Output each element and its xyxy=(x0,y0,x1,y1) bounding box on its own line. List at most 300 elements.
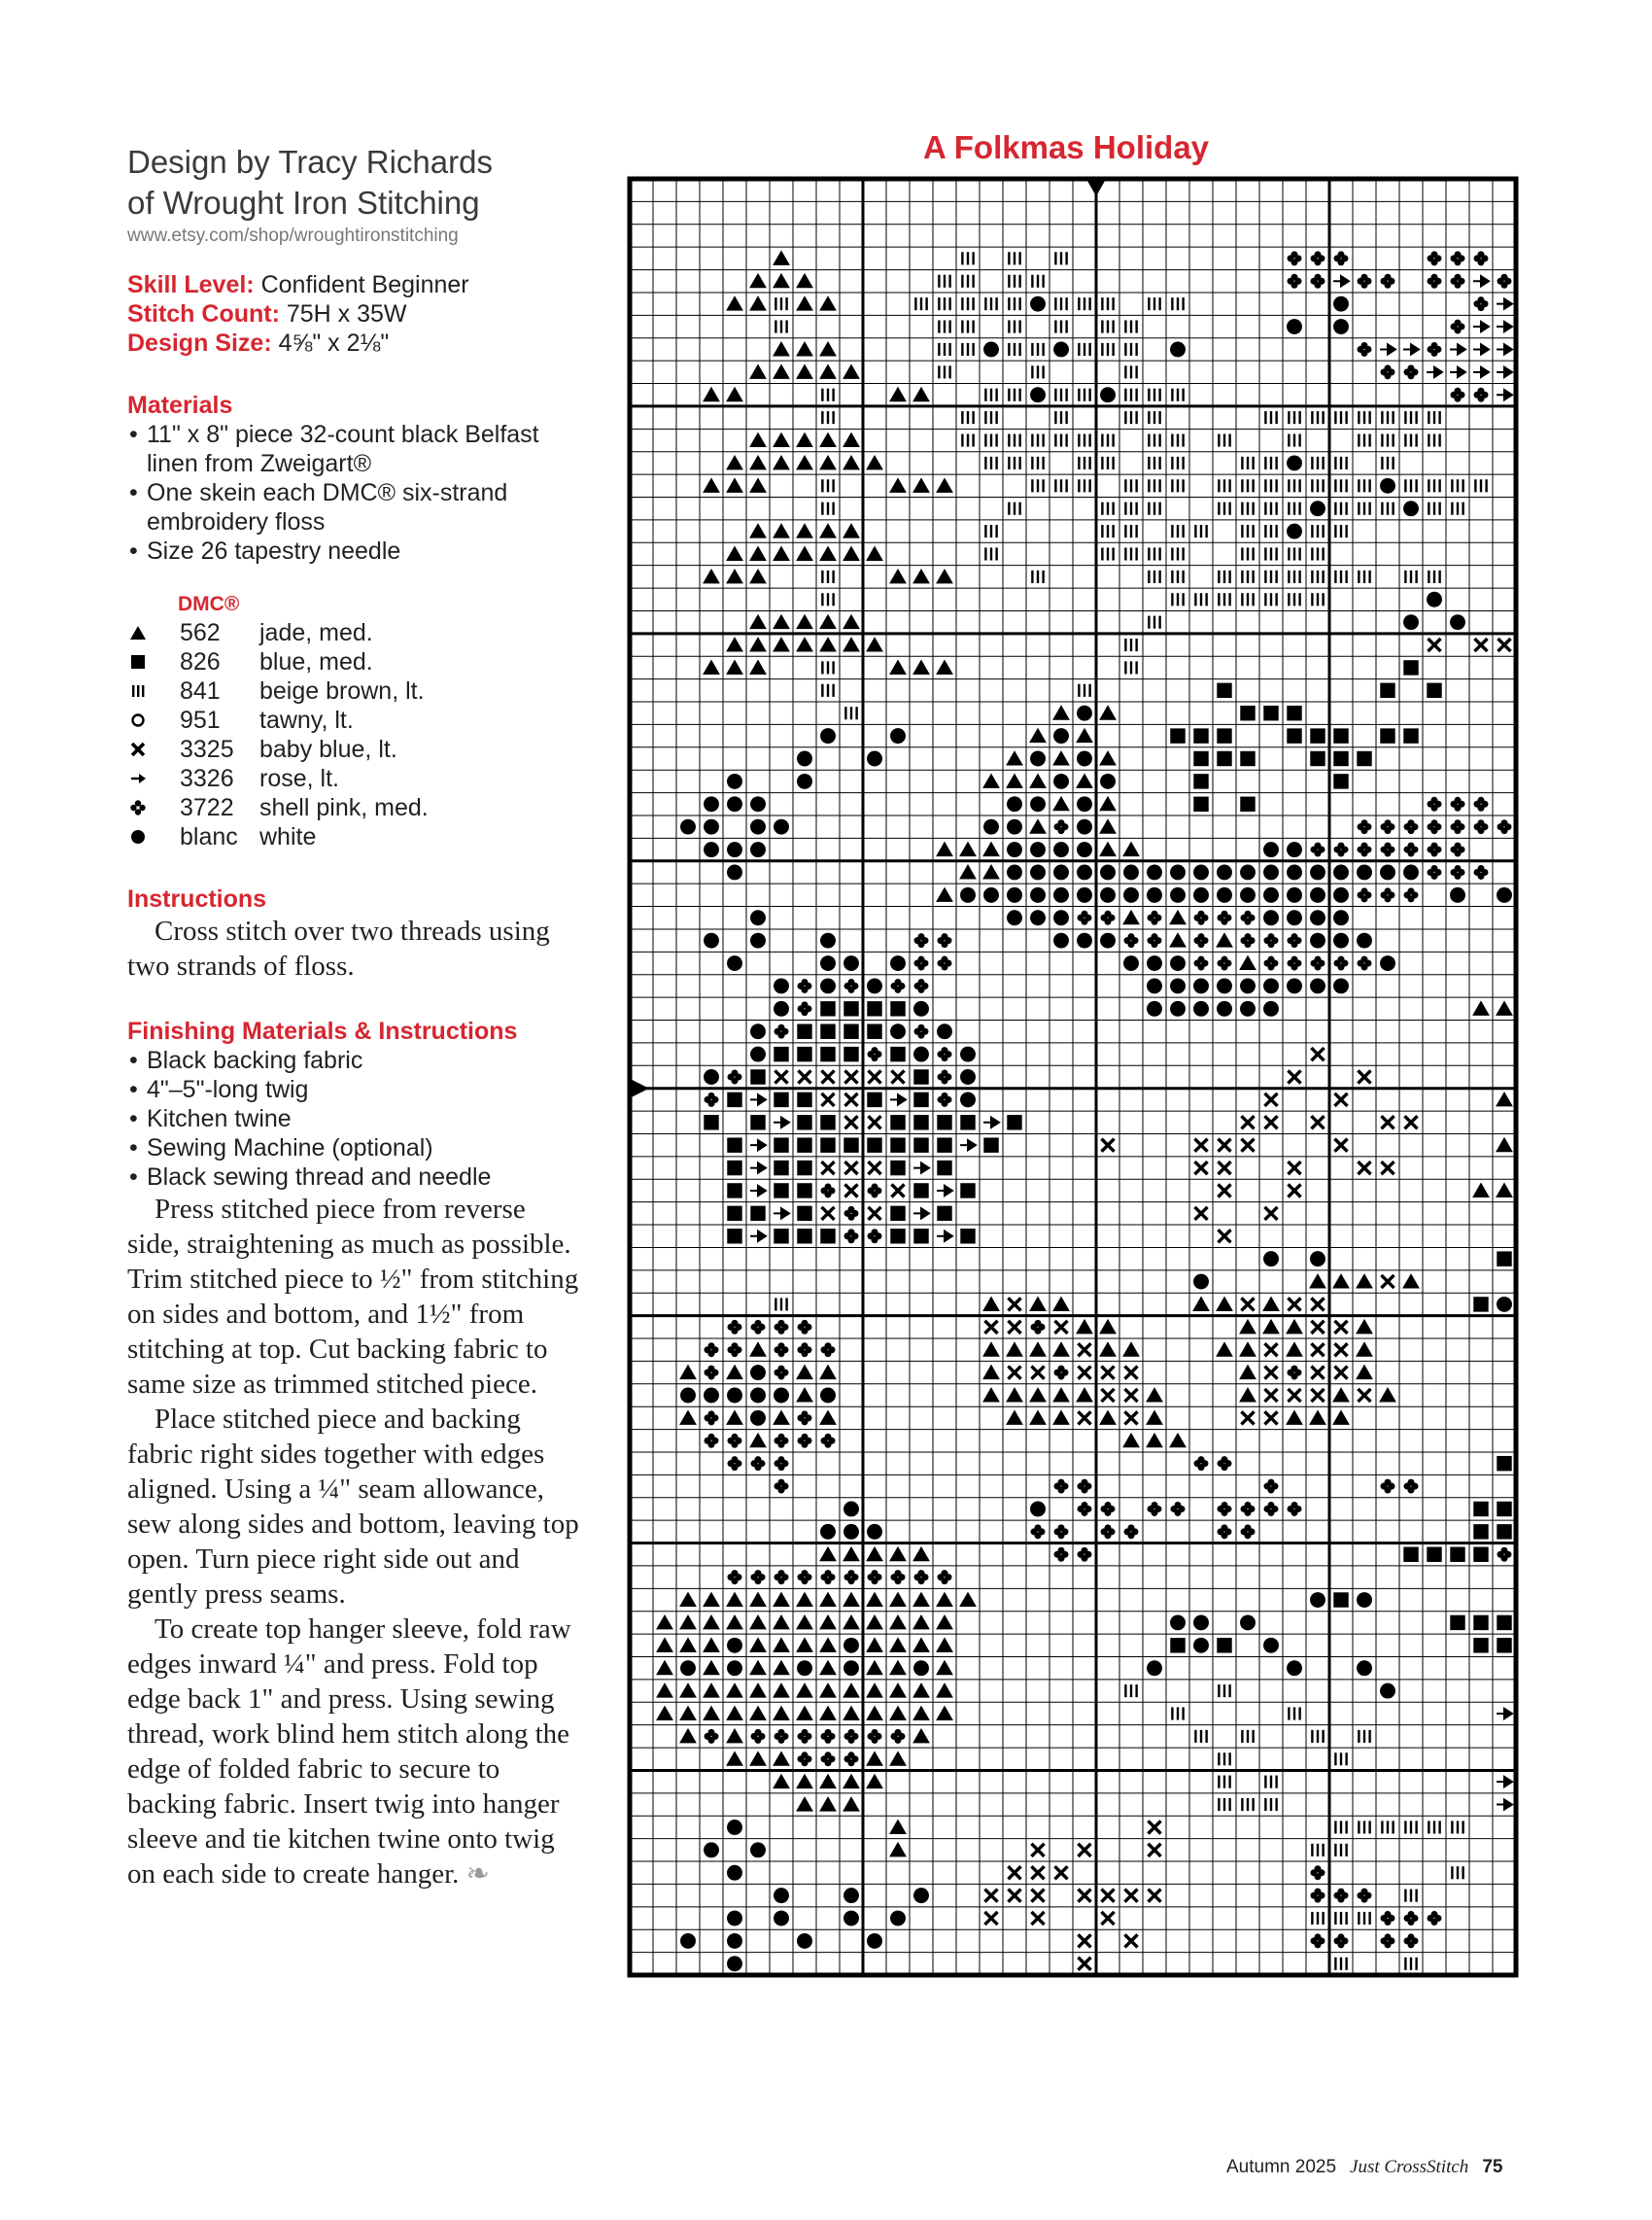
bars-symbol xyxy=(1042,434,1044,446)
bars-symbol xyxy=(1368,1821,1370,1833)
bars-symbol xyxy=(1363,1821,1365,1833)
bars-symbol xyxy=(1135,479,1137,492)
bars-symbol xyxy=(1177,593,1179,606)
bars-symbol xyxy=(1381,434,1383,446)
bars-symbol xyxy=(1340,479,1342,492)
square-symbol xyxy=(913,1093,928,1107)
flower-symbol xyxy=(1218,1506,1224,1512)
square-symbol xyxy=(1497,1615,1511,1630)
flower-symbol xyxy=(1241,937,1248,944)
bars-symbol xyxy=(1223,1684,1225,1697)
square-symbol xyxy=(1193,751,1208,766)
bars-symbol xyxy=(1031,434,1033,446)
bars-symbol xyxy=(774,1298,776,1310)
bars-symbol xyxy=(1200,525,1202,538)
flower-symbol xyxy=(1171,1506,1178,1512)
flower-symbol xyxy=(1054,1528,1061,1535)
bars-symbol xyxy=(1392,503,1394,515)
bars-symbol xyxy=(1311,457,1313,469)
flower-symbol xyxy=(1264,960,1271,967)
square-symbol xyxy=(1263,706,1278,720)
dot-symbol xyxy=(1263,978,1279,993)
square-symbol xyxy=(704,1115,718,1129)
dot-symbol xyxy=(820,933,836,949)
bars-symbol xyxy=(1334,1958,1336,1970)
bars-symbol xyxy=(1241,503,1243,515)
dot-symbol xyxy=(890,1023,906,1039)
flower-symbol xyxy=(1311,1869,1318,1876)
flower-symbol xyxy=(1031,1528,1038,1535)
flower-symbol xyxy=(1078,1551,1084,1558)
dot-symbol xyxy=(1357,1592,1372,1608)
bars-symbol xyxy=(1410,1821,1412,1833)
bars-symbol xyxy=(1368,434,1370,446)
flower-symbol xyxy=(844,1755,851,1762)
bars-symbol xyxy=(944,343,946,356)
square-symbol xyxy=(1170,1638,1185,1652)
flower-symbol xyxy=(1404,823,1411,830)
bars-symbol xyxy=(821,479,823,492)
bars-symbol xyxy=(1317,547,1319,560)
bars-symbol xyxy=(1404,1821,1406,1833)
dot-symbol xyxy=(1240,1614,1256,1630)
bars-symbol xyxy=(1124,411,1126,424)
square-symbol xyxy=(1310,751,1325,766)
flower-symbol xyxy=(868,1733,875,1740)
flower-symbol xyxy=(1474,869,1481,876)
bars-symbol xyxy=(1334,457,1336,469)
bars-symbol xyxy=(1415,411,1417,424)
bars-symbol xyxy=(984,525,986,538)
bars-symbol xyxy=(1252,1730,1254,1743)
bars-symbol xyxy=(1148,503,1150,515)
list-item: • Size 26 tapestry needle xyxy=(127,537,584,566)
flower-symbol xyxy=(798,1414,805,1421)
bars-symbol xyxy=(1135,525,1137,538)
square-symbol xyxy=(890,1161,905,1175)
bars-symbol xyxy=(1334,1752,1336,1765)
flower-symbol xyxy=(1194,960,1201,967)
bars-symbol xyxy=(1078,297,1080,310)
square-symbol xyxy=(890,1229,905,1243)
square-symbol xyxy=(1450,1615,1464,1630)
dot-symbol xyxy=(1147,1660,1162,1676)
square-symbol xyxy=(1497,1251,1511,1266)
bars-symbol xyxy=(1008,389,1010,401)
square-symbol xyxy=(820,1229,835,1243)
bars-symbol xyxy=(1451,1821,1453,1833)
bars-symbol xyxy=(1205,525,1207,538)
dot-symbol xyxy=(727,796,742,812)
bars-symbol xyxy=(1130,411,1132,424)
bars-symbol xyxy=(1410,479,1412,492)
bars-symbol xyxy=(1200,1730,1202,1743)
bars-symbol xyxy=(984,434,986,446)
flower-symbol xyxy=(1241,1506,1248,1512)
bars-symbol xyxy=(961,275,963,288)
square-symbol xyxy=(1217,683,1231,698)
square-symbol xyxy=(750,1206,765,1221)
flower-symbol xyxy=(1264,937,1271,944)
bars-symbol xyxy=(1288,411,1290,424)
bars-symbol xyxy=(1345,1821,1347,1833)
flower-symbol xyxy=(1054,1370,1061,1376)
bars-symbol xyxy=(1428,1821,1429,1833)
bars-symbol xyxy=(1311,479,1313,492)
square-symbol xyxy=(820,1115,835,1129)
bars-symbol xyxy=(984,411,986,424)
flower-symbol xyxy=(1334,255,1341,261)
bars-symbol xyxy=(1101,321,1103,333)
dot-symbol xyxy=(913,1001,929,1017)
bars-symbol xyxy=(1264,1776,1266,1788)
bars-symbol xyxy=(832,593,834,606)
bars-symbol xyxy=(1317,411,1319,424)
dot-symbol xyxy=(1170,865,1186,881)
flower-symbol xyxy=(1381,1937,1388,1944)
bars-symbol xyxy=(1264,503,1266,515)
bars-symbol xyxy=(1311,1844,1313,1856)
list-item: • Sewing Machine (optional) xyxy=(127,1133,584,1162)
bars-symbol xyxy=(832,479,834,492)
bars-symbol xyxy=(1031,571,1033,583)
dot-symbol xyxy=(727,1911,742,1926)
dot-symbol xyxy=(1497,887,1512,903)
bars-symbol xyxy=(967,343,969,356)
flower-symbol xyxy=(705,1346,711,1353)
bars-symbol xyxy=(1130,525,1132,538)
square-symbol xyxy=(913,1069,928,1084)
dot-symbol xyxy=(1007,865,1022,881)
bars-symbol xyxy=(1415,1958,1417,1970)
bars-symbol xyxy=(1293,503,1295,515)
bars-symbol xyxy=(1177,525,1179,538)
bars-symbol xyxy=(1218,479,1220,492)
bars-symbol xyxy=(1264,479,1266,492)
bars-symbol xyxy=(1084,479,1085,492)
bars-symbol xyxy=(984,389,986,401)
bars-symbol xyxy=(1135,1684,1137,1697)
bars-symbol xyxy=(1322,1844,1324,1856)
flower-symbol xyxy=(1474,300,1481,307)
square-symbol xyxy=(750,1069,765,1084)
dot-symbol xyxy=(750,1365,766,1380)
bars-symbol xyxy=(1060,389,1062,401)
bars-symbol xyxy=(961,343,963,356)
bars-symbol xyxy=(1480,479,1482,492)
square-symbol xyxy=(1217,751,1231,766)
square-symbol xyxy=(937,1115,951,1129)
bars-symbol xyxy=(1218,593,1220,606)
dot-symbol xyxy=(750,933,766,949)
bars-symbol xyxy=(1084,297,1085,310)
bars-symbol xyxy=(1275,1776,1277,1788)
bars-symbol xyxy=(972,411,974,424)
bars-symbol xyxy=(1252,503,1254,515)
bars-symbol xyxy=(944,275,946,288)
bars-symbol xyxy=(1298,434,1300,446)
bars-symbol xyxy=(1322,593,1324,606)
dot-symbol xyxy=(727,774,742,789)
key-row-951: 951 tawny, lt. xyxy=(127,706,584,735)
bars-symbol xyxy=(1078,343,1080,356)
bars-symbol xyxy=(1462,479,1463,492)
bars-symbol xyxy=(1368,411,1370,424)
bars-symbol xyxy=(1293,479,1295,492)
bars-symbol xyxy=(1171,1707,1173,1719)
bars-symbol xyxy=(1223,571,1225,583)
dot-symbol xyxy=(1380,955,1395,971)
bars-symbol xyxy=(1340,525,1342,538)
bars-symbol xyxy=(1345,525,1347,538)
bars-symbol xyxy=(1008,252,1010,264)
dot-symbol xyxy=(820,1524,836,1540)
bars-symbol xyxy=(827,503,829,515)
flower-symbol xyxy=(1428,1915,1434,1922)
square-symbol xyxy=(797,1206,811,1221)
flower-symbol xyxy=(1381,278,1388,285)
bars-symbol xyxy=(1008,321,1010,333)
square-symbol xyxy=(1403,1547,1418,1562)
bars-symbol xyxy=(1381,457,1383,469)
bars-symbol xyxy=(780,297,782,310)
dot-symbol xyxy=(1263,1638,1279,1653)
bars-symbol xyxy=(1340,457,1342,469)
dot-symbol xyxy=(727,1388,742,1404)
bars-symbol xyxy=(967,434,969,446)
bars-symbol xyxy=(984,547,986,560)
bars-symbol xyxy=(1252,593,1254,606)
dot-symbol xyxy=(750,1047,766,1062)
bars-symbol xyxy=(1228,571,1230,583)
bars-symbol xyxy=(821,411,823,424)
bars-symbol xyxy=(1130,503,1132,515)
flower-symbol xyxy=(705,1414,711,1421)
bars-symbol xyxy=(1368,1912,1370,1925)
key-row-3325: 3325 baby blue, lt. xyxy=(127,735,584,764)
dot-symbol xyxy=(1053,774,1069,789)
flower-symbol xyxy=(1288,1370,1294,1376)
bars-symbol xyxy=(1298,411,1300,424)
bars-symbol xyxy=(1410,411,1412,424)
bars-symbol xyxy=(1148,571,1150,583)
dot-symbol xyxy=(1193,1274,1209,1290)
flower-symbol xyxy=(1311,1937,1318,1944)
bars-symbol xyxy=(1107,434,1109,446)
bars-symbol xyxy=(967,297,969,310)
bars-symbol xyxy=(1433,479,1435,492)
bars-symbol xyxy=(1171,547,1173,560)
dot-symbol xyxy=(843,1638,859,1653)
bars-symbol xyxy=(925,297,927,310)
bars-symbol xyxy=(1153,457,1155,469)
bars-symbol xyxy=(1438,503,1440,515)
bars-symbol xyxy=(1415,479,1417,492)
square-symbol xyxy=(1427,683,1441,698)
bars-symbol xyxy=(827,479,829,492)
bars-symbol xyxy=(1410,571,1412,583)
bars-symbol xyxy=(1112,503,1114,515)
bars-symbol xyxy=(1264,571,1266,583)
bars-symbol xyxy=(1264,547,1266,560)
bars-symbol xyxy=(990,297,992,310)
flower-symbol xyxy=(1078,1483,1084,1490)
bars-symbol xyxy=(785,297,787,310)
square-symbol xyxy=(774,1161,788,1175)
flower-symbol xyxy=(1428,346,1434,353)
bars-symbol xyxy=(1270,593,1272,606)
bars-symbol xyxy=(1438,571,1440,583)
flower-symbol xyxy=(1218,1528,1224,1535)
flower-symbol xyxy=(1148,937,1154,944)
flower-symbol xyxy=(1404,1915,1411,1922)
flower-symbol xyxy=(1148,915,1154,921)
flower-symbol xyxy=(728,1460,735,1467)
dot-symbol xyxy=(704,1069,719,1085)
square-symbol xyxy=(890,1137,905,1152)
dot-symbol xyxy=(1240,978,1256,993)
flower-symbol xyxy=(1218,1460,1224,1467)
flower-symbol xyxy=(1311,1892,1318,1899)
flower-symbol xyxy=(751,1460,758,1467)
bars-symbol xyxy=(1457,503,1459,515)
bars-symbol xyxy=(1008,343,1010,356)
bars-symbol xyxy=(1078,457,1080,469)
bars-symbol xyxy=(1018,343,1020,356)
square-symbol xyxy=(913,1229,928,1243)
dot-symbol xyxy=(843,1888,859,1903)
bars-symbol xyxy=(1078,684,1080,697)
bars-symbol xyxy=(1101,343,1103,356)
flower-symbol xyxy=(1451,392,1458,399)
bars-symbol xyxy=(1084,457,1085,469)
bars-symbol xyxy=(938,321,940,333)
bars-symbol xyxy=(990,389,992,401)
bars-symbol xyxy=(1252,457,1254,469)
bars-symbol xyxy=(1177,389,1179,401)
dot-symbol xyxy=(750,1023,766,1039)
bars-symbol xyxy=(1014,275,1015,288)
bars-symbol xyxy=(1205,1730,1207,1743)
bars-symbol xyxy=(972,434,974,446)
dot-symbol xyxy=(1077,796,1092,812)
square-symbol xyxy=(1333,751,1348,766)
flower-symbol xyxy=(1311,847,1318,853)
bars-symbol xyxy=(1124,1684,1126,1697)
bars-symbol xyxy=(1311,411,1313,424)
bars-symbol xyxy=(1345,503,1347,515)
dot-symbol xyxy=(750,1410,766,1426)
bars-symbol xyxy=(1381,503,1383,515)
bars-symbol xyxy=(1014,457,1015,469)
designer-url[interactable]: www.etsy.com/shop/wroughtironstitching xyxy=(127,225,459,246)
dot-symbol xyxy=(1053,887,1069,903)
bars-symbol xyxy=(1182,1707,1184,1719)
bars-symbol xyxy=(1130,1684,1132,1697)
bars-symbol xyxy=(1054,411,1056,424)
bars-symbol xyxy=(1171,479,1173,492)
flower-symbol xyxy=(1311,960,1318,967)
bars-symbol xyxy=(1345,411,1347,424)
flower-symbol xyxy=(844,1210,851,1217)
bars-symbol xyxy=(995,525,997,538)
dot-symbol xyxy=(1333,319,1349,334)
bars-symbol xyxy=(1298,1707,1300,1719)
bars-symbol xyxy=(990,547,992,560)
bars-symbol xyxy=(920,297,922,310)
bars-symbol xyxy=(1153,479,1155,492)
bars-symbol xyxy=(1387,1821,1389,1833)
bars-symbol xyxy=(1112,525,1114,538)
square-symbol xyxy=(937,1137,951,1152)
dot-symbol xyxy=(774,1001,789,1017)
square-symbol xyxy=(1473,1547,1488,1562)
bars-symbol xyxy=(1158,297,1160,310)
flower-symbol xyxy=(1451,324,1458,330)
bars-symbol xyxy=(1345,571,1347,583)
bars-symbol xyxy=(1358,434,1359,446)
dot-symbol xyxy=(913,1047,929,1062)
bars-symbol xyxy=(1107,343,1109,356)
bars-symbol xyxy=(1218,571,1220,583)
bars-symbol xyxy=(1177,547,1179,560)
bars-symbol xyxy=(1247,1798,1249,1811)
end-mark-icon: ❧ xyxy=(465,1858,490,1890)
bars-symbol xyxy=(1298,571,1300,583)
flower-symbol xyxy=(1474,823,1481,830)
bars-symbol xyxy=(1433,411,1435,424)
square-symbol xyxy=(1287,706,1301,720)
bars-symbol xyxy=(972,297,974,310)
chart-title: A Folkmas Holiday xyxy=(923,129,1210,165)
finishing-heading: Finishing Materials & Instructions xyxy=(127,1018,518,1045)
bars-symbol xyxy=(1084,684,1085,697)
dot-symbol xyxy=(1310,910,1325,925)
bars-symbol xyxy=(1088,434,1090,446)
flower-symbol xyxy=(1194,1460,1201,1467)
bars-symbol xyxy=(1054,479,1056,492)
list-item: • Kitchen twine xyxy=(127,1104,584,1133)
bars-symbol xyxy=(1177,457,1179,469)
bars-symbol xyxy=(1322,479,1324,492)
flower-symbol xyxy=(798,1324,805,1331)
dot-symbol xyxy=(797,774,812,789)
dot-symbol xyxy=(1380,478,1395,494)
dot-symbol xyxy=(680,819,696,835)
dot-symbol xyxy=(820,728,836,744)
dot-symbol xyxy=(1193,1001,1209,1017)
page-number: 75 xyxy=(1482,2157,1503,2177)
bars-symbol xyxy=(832,684,834,697)
dot-symbol xyxy=(1147,1001,1162,1017)
bars-symbol xyxy=(1241,479,1243,492)
bars-symbol xyxy=(1065,252,1067,264)
bars-symbol xyxy=(1428,571,1429,583)
bars-symbol xyxy=(1223,479,1225,492)
square-symbol xyxy=(797,1115,811,1129)
dot-symbol xyxy=(1030,887,1046,903)
bars-symbol xyxy=(1054,252,1056,264)
bars-symbol xyxy=(1130,365,1132,378)
dot-symbol xyxy=(890,728,906,744)
square-symbol xyxy=(1333,728,1348,743)
flower-symbol xyxy=(1124,937,1131,944)
flower-symbol xyxy=(1288,937,1294,944)
dot-symbol xyxy=(727,1638,742,1653)
bars-symbol xyxy=(1060,321,1062,333)
dot-symbol xyxy=(727,1956,742,1971)
bars-symbol xyxy=(1153,571,1155,583)
